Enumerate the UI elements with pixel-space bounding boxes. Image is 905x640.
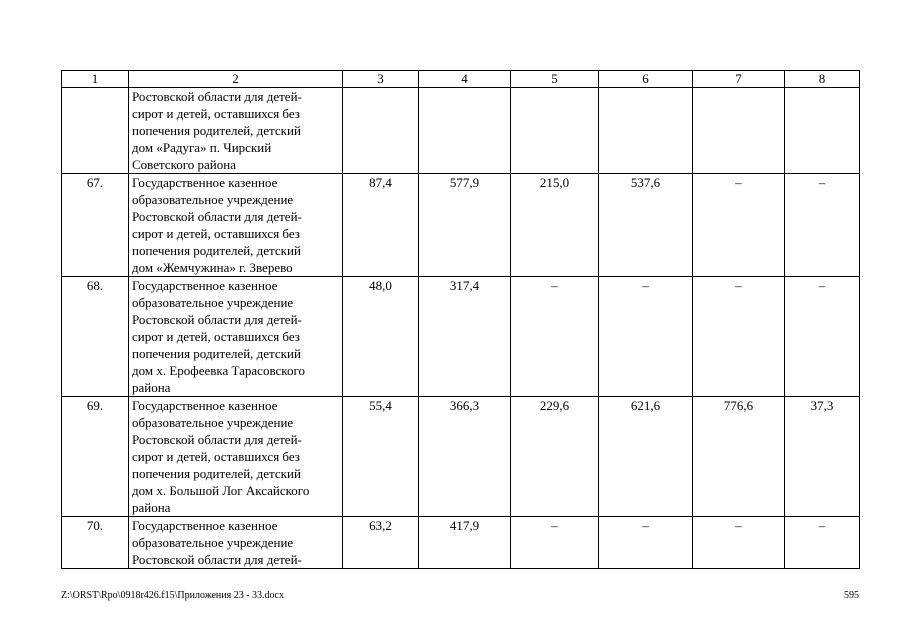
row-number: 68.	[62, 277, 129, 397]
institution-name-line: образовательное учреждение	[132, 192, 294, 207]
value-col-8: 37,3	[785, 397, 860, 517]
institution-name-line: района	[132, 500, 171, 515]
institution-name-line: образовательное учреждение	[132, 415, 294, 430]
footer-file-path: Z:\ORST\Rpo\0918r426.f15\Приложения 23 - 33.docx	[61, 590, 284, 601]
value-col-4: 366,3	[419, 397, 511, 517]
value-col-5: –	[511, 277, 599, 397]
institution-name-line: Ростовской области для детей-	[132, 432, 302, 447]
institution-name-line: Государственное казенное	[132, 398, 278, 413]
row-number	[62, 88, 129, 174]
value-col-5: –	[511, 517, 599, 569]
value-col-5: 215,0	[511, 174, 599, 277]
row-number: 67.	[62, 174, 129, 277]
institution-name-line: дом «Радуга» п. Чирский	[132, 140, 272, 155]
value-col-6: 621,6	[599, 397, 693, 517]
header-cell: 5	[511, 71, 599, 88]
row-number: 69.	[62, 397, 129, 517]
institution-name-line: Ростовской области для детей-	[132, 89, 302, 104]
value-col-5: 229,6	[511, 397, 599, 517]
header-cell: 8	[785, 71, 860, 88]
header-cell: 7	[693, 71, 785, 88]
header-cell: 6	[599, 71, 693, 88]
institution-name	[129, 88, 343, 174]
value-col-3	[343, 88, 419, 174]
institution-name-line: попечения родителей, детский	[132, 123, 301, 138]
value-col-8: –	[785, 517, 860, 569]
institution-name-line: образовательное учреждение	[132, 295, 294, 310]
value-col-4: 417,9	[419, 517, 511, 569]
institution-name	[129, 517, 343, 569]
table-row	[62, 174, 860, 277]
value-col-3: 87,4	[343, 174, 419, 277]
header-cell: 1	[62, 71, 129, 88]
value-col-3: 48,0	[343, 277, 419, 397]
header-cell: 4	[419, 71, 511, 88]
value-col-5	[511, 88, 599, 174]
institution-name-line: дом х. Большой Лог Аксайского	[132, 483, 310, 498]
institution-name-line: сирот и детей, оставшихся без	[132, 106, 300, 121]
value-col-6: 537,6	[599, 174, 693, 277]
institution-name-line: Ростовской области для детей-	[132, 552, 302, 567]
institution-name-line: дом «Жемчужина» г. Зверево	[132, 260, 293, 275]
table-row	[62, 88, 860, 174]
value-col-3: 55,4	[343, 397, 419, 517]
table-row	[62, 517, 860, 569]
value-col-7: –	[693, 174, 785, 277]
institution-name	[129, 397, 343, 517]
institution-name-line: Советского района	[132, 157, 236, 172]
value-col-3: 63,2	[343, 517, 419, 569]
institution-name	[129, 277, 343, 397]
value-col-6	[599, 88, 693, 174]
institution-name-line: Ростовской области для детей-	[132, 209, 302, 224]
institution-name-line: района	[132, 380, 171, 395]
institution-name-line: попечения родителей, детский	[132, 346, 301, 361]
value-col-4: 317,4	[419, 277, 511, 397]
institution-name-line: Государственное казенное	[132, 278, 278, 293]
institution-name	[129, 174, 343, 277]
value-col-8: –	[785, 277, 860, 397]
header-cell: 2	[129, 71, 343, 88]
header-cell: 3	[343, 71, 419, 88]
page-margin	[55, 576, 875, 636]
institution-name-line: Ростовской области для детей-	[132, 312, 302, 327]
value-col-7: –	[693, 277, 785, 397]
value-col-7: –	[693, 517, 785, 569]
institution-name-line: Государственное казенное	[132, 175, 278, 190]
institution-name-line: образовательное учреждение	[132, 535, 294, 550]
institution-name-line: сирот и детей, оставшихся без	[132, 226, 300, 241]
institution-name-line: дом х. Ерофеевка Тарасовского	[132, 363, 305, 378]
value-col-4	[419, 88, 511, 174]
institution-name-line: попечения родителей, детский	[132, 243, 301, 258]
value-col-4: 577,9	[419, 174, 511, 277]
value-col-6: –	[599, 517, 693, 569]
institution-name-line: сирот и детей, оставшихся без	[132, 329, 300, 344]
institution-name-line: попечения родителей, детский	[132, 466, 301, 481]
page-number: 595	[844, 590, 859, 601]
value-col-8: –	[785, 174, 860, 277]
institution-name-line: Государственное казенное	[132, 518, 278, 533]
value-col-8	[785, 88, 860, 174]
data-table	[61, 70, 860, 569]
table-row	[62, 397, 860, 517]
value-col-7: 776,6	[693, 397, 785, 517]
row-number: 70.	[62, 517, 129, 569]
table-row	[62, 277, 860, 397]
institution-name-line: сирот и детей, оставшихся без	[132, 449, 300, 464]
value-col-7	[693, 88, 785, 174]
value-col-6: –	[599, 277, 693, 397]
table-header-row	[62, 71, 860, 88]
